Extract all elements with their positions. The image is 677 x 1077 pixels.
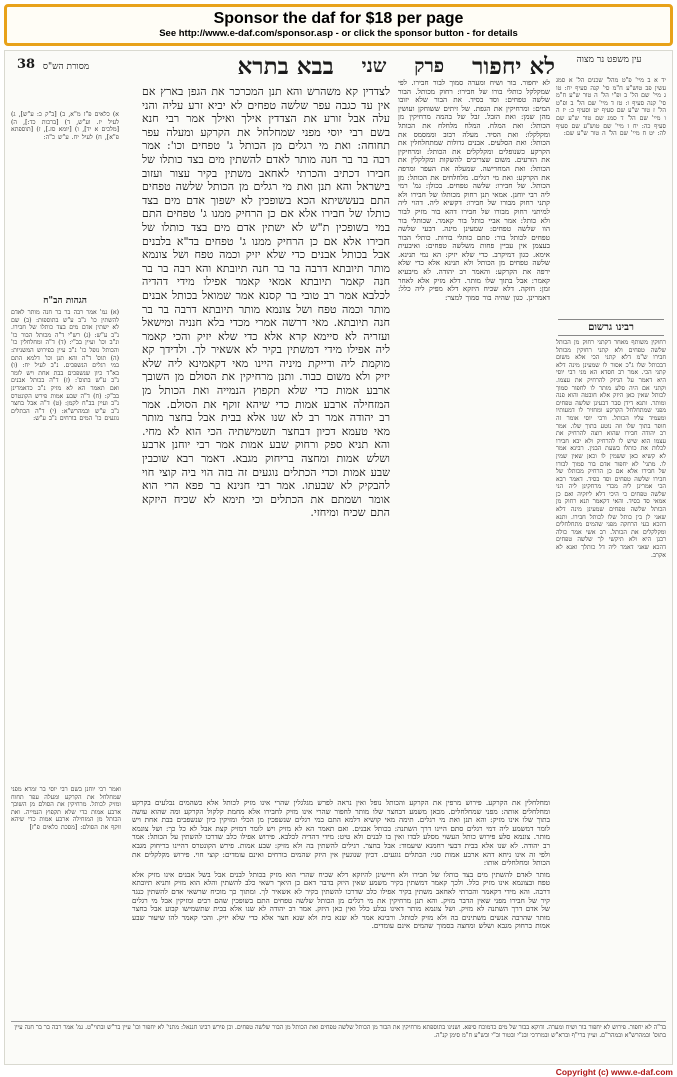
ein-mishpat-header: עין משפט נר מצוה bbox=[576, 55, 642, 65]
mesoret-text: א) כלאים פ"ז מ"א, ב) [ב"ק כ: ע"ש], ג) לעיל יז. וע"ש, ד) [ברכות כד:], ה) [מלכים א יד], ו) [יומא סז.], ז) [תוספתא פ"א], ח) לעיל יח. ע"ש כ"ה: bbox=[11, 111, 119, 141]
page-title bbox=[155, 53, 555, 79]
bottom-left-column bbox=[11, 786, 121, 1021]
sponsor-title[interactable]: Sponsor the daf for $18 per page bbox=[213, 10, 464, 27]
hagahot-column bbox=[11, 309, 119, 779]
hagahot-header: הגהות הב"ח bbox=[43, 296, 87, 306]
rabbenu-gershom-column bbox=[556, 339, 666, 1065]
gemara-text: לצדדין קא משהרש והא תנן המכרכר את הגפן בארץ אם אין עד כגבה עפר שלשה טפחים לא יביא זרע עליה והני עלה אבל זורע את הצדדין אילך ואילך אמר רבי חנא בשם רבי יוסי מפני שמחלחל את הקרקע ומעלה עפר תחוחה: ואת מי רגלים מן הכותל ג' טפחים וכו': אמר רבה בר בר חנה מותר לאדם להשתין מים בצד כותלו של חבירו דכתיב והכרתי לאחאב משתין בקיר עצור ועזוב בישראל והא תנן ואת מי רגלים מן הכותל שלשה טפחים התם בעששיתא הכא בשופכין לא ישפוך אדם מים בצד כותלו של חבירו אלא אם כן הרחיק ממנו ג' טפחים התם במי בשופכין ת"ש לא ישתין אדם מים בצד כותלו של חבירו אלא אם כן הרחיק ממנו ג' טפחים בד"א בלבנים אבל בכותל אבנים כדי שלא יזיק וכמה טפח ושל צונמא מותר תיובתא דרבה בר בר חנה תיובתא והא רבה בר בר חנה קאמר תיובתא אמאי קאמר אפילו מידי דהדיה לכלבא אמר רב טובי בר קסנא אמר שמואל בכותל אבנים מותר וכמה טפח ושל צונמא מותר תיובתא דרבה בר בר חנה תיובתא. מאי דרשה אמרי מכדי בלא חנניה ומישאל ועזריה לא סיימא קרא אלא כדי שלא יזיק והכי קאמר ליה אפילו מידי דמשתין בקיר לא אשאיר לך. ולדידך קא מוקמת ליה ודייקת מיניה היינו מאי דקאמינא ליה שלא יזיק ולא משום כבוד. ותנן מרחיקין את הסולם מן השובך ארבע אמות כדי שלא תקפוץ הנמייה ואת הכותל מן המזחילה ארבע אמות כדי שיהא זוקף את הסולם. אמר רב יהודה אמר רב לא שנו אלא בבית אבל בחצר מותר מאי טעמא דכיון דבחצר תשמישתיה הכי הוא לא מחי. והא תניא ספק ורחוק שבע אמות אמר רבי יוחנן ארבע ושלש אמות ומחצה בריחוק מגבא. דאמר רבא שוכבין שבע אמות וכדי הכתלים נוגעים זה בזה הוי ביה קוצי חוי להבקיק לא שבעתו. אמר רבי חנינא בר פפא הרי הוא אומר ושמתם את הכתלים וכי תימא לא שכיח היזקא התם שכיח ומיחזי. bbox=[142, 85, 390, 520]
rabbenu-gershom-text: רחוקין משותף מאחר דקתני רחוק מן הכותל שלשה טפחים ולא קתני רחוקין מכותל חבירו ש"מ דלא קתני הכי אלא משום דבכותל שלו ג"כ אסור לו שמעינן מינה דלא קתני הכי. אמר רב חסדא הא מני רבי יוסי היא דאמר על הניזק להרחיק את עצמו. וקתני אם היה סלע מותר לו לחפור סמוך לכותל שאין כאן היזק אלא חובטה והוא פנה ומותר. ותנא דידן סבר דבעינן שלשה טפחים מפני שמתחלחל הקרקע ומחזיר לו דמעותיו ומעמיד עליו הכותל. ורבי יוסי אומר זה חופר בתוך שלו וזה נוטע בתוך שלו. אמר רב יהודה חבירו שהוא רוצה להרחיק את עצמו הוא שיש לו להרחיק ולא יבא חבירו לכלות את כותלו בשעת הבנין. רבינא אמר לא קשיא כאן ששמין לו וכאן שאין שמין לו. מתני' לא יחפור אדם בור סמוך לבורו של חבירו אלא אם כן הרחיק מכותלו של חבירו שלשה טפחים וסד בסיד. דאמר רבא הכי אמרינן ליה מכדי מרחקינן ליה הני שלשה טפחים כי היכי דלא ליזקיה ואם כן אמאי סד בסיד. והאי דקאמר תנא רחוק מן הכותל שלשה טפחים שמעינן מינה דלא שאני לן בין כותל שלו לכותל חבירו. ותנא דהכא בעי הרחקה מפני שהמים מתחלחלים ומקלקלים את הכותל. רב אשי אמר כולה רבנן היא ולא תיקשי לך שלשה טפחים דהכא שאני דאמר ליה דל כותלך ואנא לא אקרב. bbox=[556, 339, 666, 559]
rashi-column bbox=[398, 79, 550, 797]
bottom-left-text: ואמר רבי יוחנן בשם רבי יוסי בר זמרא מפני שמחלחל את הקרקע ומעלה עפר תחוח ומזיק לכותל. מרחיקין את הסולם מן השובך ארבע אמות כדי שלא תקפוץ הנמייה. ואת הכותל מן המזחילה ארבע אמות כדי שיהא זוקף את הסולם: [מסכת כלאים פ"ז] bbox=[11, 786, 121, 831]
sponsor-subtitle[interactable]: See http://www.e-daf.com/sponsor.asp - or click the sponsor button - for details bbox=[159, 28, 518, 39]
perek-label: פרק bbox=[414, 54, 445, 77]
rashi-text: לא יחפור. בור ושיח ומערה סמוך לבור חבירו. לפי שמקלקל כותלי בורו של חבירו: רחוק מכותל. הבור שלשה טפחים: וסד בסיד. את הבור שלא יזובו המים: ומרחיקין את הגפת. של זיתים ששוחקן ועושין מהן שמן: ואת הזבל. זבל של בהמה מרחיקין מן הכותל: ואת המלח. המלח מלחלח את הכותל ומקלקלו: ואת הסיד. מעלה רבוב וממסמס את הכותל: ואת הסלעים. אבנים גדולות שמתחלחלין את הקרקע כשנופלים ומקלקלים את הכותל: ומרחיקין את הזרעים. משום שצריכים להשקות ומקלקלין את הכותל: ואת המחרישה. שמעלה את העפר ומרפה את הקרקע: ואת מי רגלים. מלחלחים את הכותל: מן הכותל. של חבירו: שלשה טפחים. בכולן: גמ' רמי ליה רבי יוחנן. אמאי תנן רחוק מכותלו של חבירו ולא קתני רחוק מבורו של חבירו: דקשיא ליה. דהוי ליה למיתני רחוק מבורו של חבירו דהא בור מזיק לבור ולא כותל: אמר אביי כותל בור קאמר. שכותלי בור הוו שלשה טפחים: שמעינן מינה. דבעי שלשה טפחים לכותל בור: סתם כותלי בורות. כותלי הבור בעצמן אין עביין פחות משלשה טפחים: ואיבעית אימא. כגון דמיקרב. כדי שלא יזיק: הא נמי תנינא. שלשה טפחים מן הכותל ולא תנינא אלא כדי שלא ירפה את הקרקע: והאמר רב יהודה. לא מיבעיא קאמר: אבל בתוך שלו מותר. דלא מזיק אלא לאחר זמן: חזקה. דלא שכיח היזקא דלא מפיק ליה כלל: דאמרינן. כגון שהיה בור סמוך למצר: bbox=[398, 79, 550, 302]
tosafot-column bbox=[132, 799, 550, 1017]
talmud-page bbox=[4, 50, 673, 1065]
rabbenu-gershom-header: רבינו גרשום bbox=[558, 319, 664, 336]
footer-notes bbox=[11, 1021, 666, 1063]
tractate-title: בבא בתרא bbox=[237, 52, 334, 80]
perek-number: שני bbox=[361, 54, 387, 77]
bottom-commentary-text: מותר לאדם להשתין מים בצד כותלו של חבירו ולא חיישינן להיזקא דלא שכיח שהרי הוא מזיק בכותל לבנים אבל בשל אבנים אינו מזיק אלא טפח ובצונמא אינו מזיק כלל. ולכך קאמר דמשתין בקיר משמע שאין היזק בדבר דאם כן היאך רשאי כלב להשתין והלא הוא מזיק ותניא תיובתא דרבה. והא מידי דקאמר והכרתי לאחאב משתין בקיר אפילו כלב שדרכו להשתין בקיר לא אשאיר לך. ומתוך כך מוכיח שרשאי אדם להשתין כנגד קיר של חבירו מפני שאין הדבר מזיק. והא תנן מרחיקין את מי רגלים מן הכותל שלשה טפחים התם בשופכין שהם רבים ומזיקין אבל מי רגלים של אדם דרך השתנה לא מזיק. ושל צונמא מותר דאינו נבלע כלל ואין כאן היזק. אמר רב יהודה לא שנו אלא בבית שתשמישו קבוע אבל בחצר מותר שהרבה אנשים משתינים בה ולא מזיק לכותל. ורבינא אמר לא שנא בית ולא שנא חצר אלא כדי שלא יזיק. והכי קאמר להו שיעור שבע אמות ברחוק מגבא ושלש ומחצה בסמוך שהמים אינם עומדים. bbox=[132, 869, 550, 931]
mesoret-column bbox=[11, 111, 119, 291]
page-number: 38 bbox=[17, 57, 36, 72]
copyright-link[interactable]: Copyright (c) www.e-daf.com bbox=[555, 1067, 673, 1077]
chapter-title: לא יחפור bbox=[472, 52, 555, 80]
hagahot-text: (א) גמ' אמר רבה בר בר חנה מותר לאדם להשתין כו' נ"ב ע"ש בתוספות: (ב) שם לא ישתין אדם מים בצד כותלו של חבירו. נ"ב ע"ש: (ג) רש"י ד"ה מכותל הבור כו' ונ"ב וכו' ועיין בב"י: (ד) ד"ה ומחלחלין כו' והכותל נופל כו' נ"ב עיין בפירוש המשניות: (ה) תוס' ד"ה והא תנן וכו' דלמא התם במי רגלים הנשפכים. נ"ב לעיל יח: (ו) בא"ד כיון שנשפכים בבת אחת ויש לומר נ"ב ע"ש בתוס': (ז) ד"ה בכותל אבנים ואם תאמר הא לא מזיק נ"ב כדאמרינן בב"ק: (ח) ד"ה שבע אמות פירש הקונטרס נ"ב ועיין בב"ח לקמן: (ט) ד"ה אבל בחצר נ"ב ע"ש ובמהרש"א: (י) ד"ה הכתלים נוגעים כו' המים בורחים נ"ב ע"ש: bbox=[11, 309, 119, 423]
mesoret-header: מסורת הש"ס bbox=[42, 62, 90, 72]
ein-mishpat-column bbox=[556, 77, 666, 312]
footer-notes-text: בד"ה לא יחפור. פירוש לא יחפור בור ושיח ומערה. ודוקא בבור של מים כדמוכח סיפא. ושנינו בתוספתא מרחיקין את הבור מן הכותל שלשה טפחים ואת הכותל מן הבור שלשה טפחים. וכן פירש רבינו חננאל: מתני' לא יחפור וכו' עיין בר"ש ובתוי"ט. גמ' אמר רבה בר בר חנה עיין בתוס' ובמהרש"א ובמהר"ם. ועיין ברי"ף וברא"ש ובמרדכי ובנ"י ובטור וב"י ובש"ע ח"מ סימן קנ"ה. bbox=[14, 1024, 666, 1039]
sponsor-banner[interactable] bbox=[4, 4, 673, 46]
tosafot-text: ומחלחלין את הקרקע. פירוש מרפין את הקרקע והכותל נופל ואין נראה לפרש מגלגלין שהרי אינו מזיק לכותל אלא כשהמים נבלעים בקרקע ומחלחלים אותה: מפני שמחלחלים. מכאן משמע דבחצר שלו מותר לחפור שהרי אינו מזיק לחבירו אלא מחמת קלקול הקרקע ומה שהוא עושה בתוך שלו אינו מזיק: והא תנן ואת מי רגלים. תימה מאי קושיא דלמא התם במי רגלים שנשפכין מן הכלי ומזיקין כיון שנשפכים בבת אחת ויש לומר דמשמע ליה דמי רגלים סתם היינו דרך השתנה: בכותל אבנים. ואם תאמר הא לא מזיק ויש לומר דמזיק קצת אבל לא כל כך: ושל צונמא מותר. צונמא סלע פירוש כותל העשוי מסלע לבדו ואין בו לבנים ולא טיט: מידי דהדיה לכלבא. פירוש אפילו כלב שדרכו להשתין על הכותל: אמר רב יהודה. לא שנו אלא בבית דבעי רחמנא שיעמוד: אבל בחצר. רגילים להשתין בה ולא מזיק: שבע אמות. פירש הקונטרס דהיינו בריחוק מגבא ולפי זה אינו ניחא דהא ארבע אמות סגי: הכתלים נוגעים. דכיון שנוגעין אין היזק שהמים בורחים ואינם עומדים: קוצי חוי. פירוש מקלקלים את הכותל ומחלחלים אותו: bbox=[132, 799, 550, 868]
ein-mishpat-text: יד א ב מיי' פ"ט מהל' שכנים הל' א סמג עשין פב טוש"ע ח"מ סי' קנה סעיף יח: טו ג מיי' שם הל' ב ופ"י הל' ה טור ש"ע ח"מ סי' קנה סעיף ו: טז ד מיי' שם הל' ב ופ"ט הל' ז טור ש"ע שם סעיף יט וסעיף כ: יז ה ו מיי' שם הל' ד סמג שם טור ש"ע שם סעיף כה: יח ז מיי' שם טוש"ע שם סעיף לה: יט ח מיי' שם הל' ה טור ש"ע שם: bbox=[556, 77, 666, 138]
gemara-column bbox=[142, 85, 390, 793]
